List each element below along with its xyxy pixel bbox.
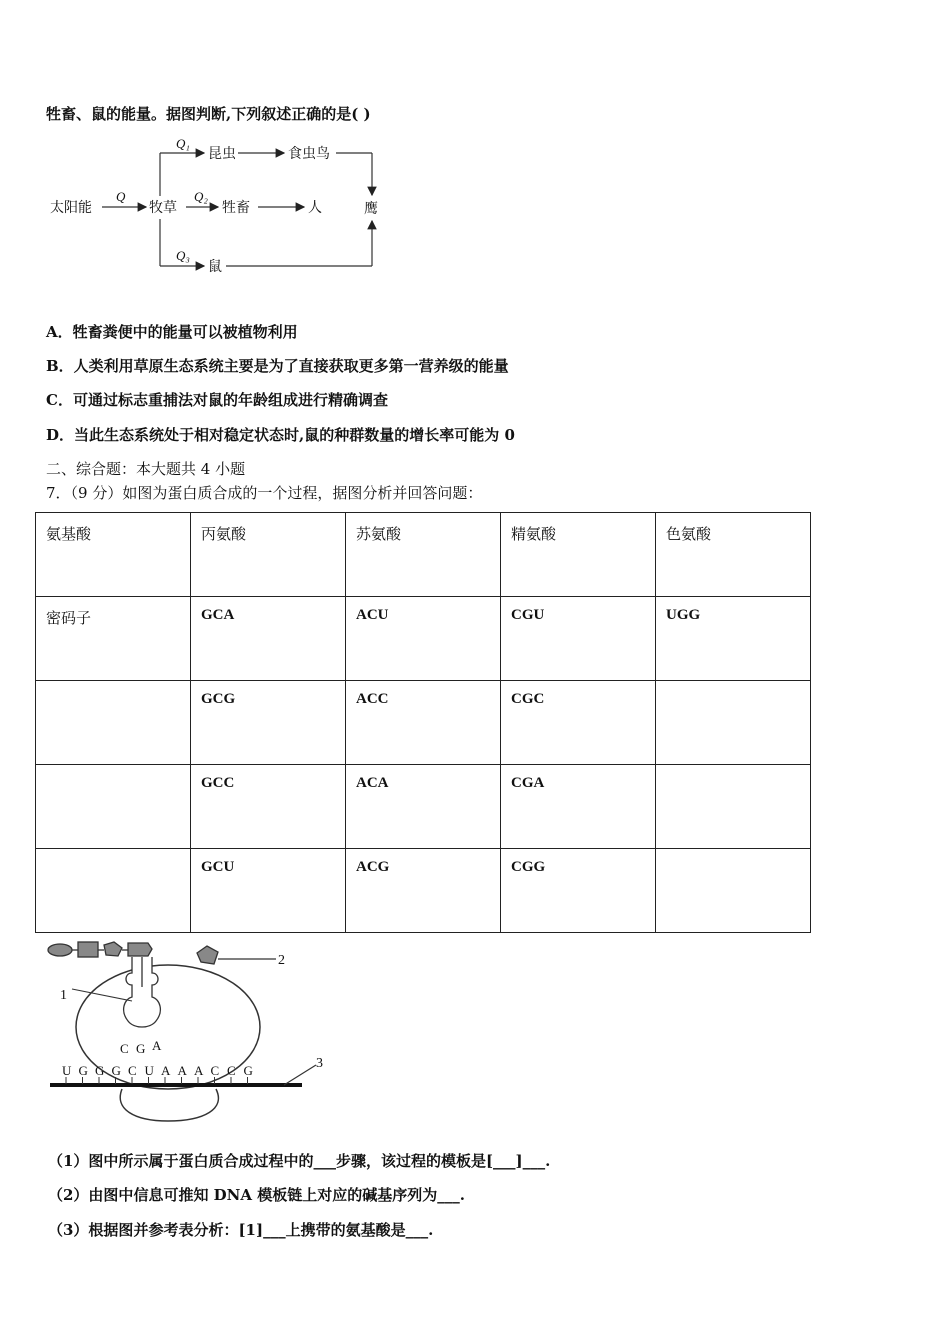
mrna-base: G [95,1063,105,1078]
table-cell: ACG [346,849,501,933]
table-cell: GCU [191,849,346,933]
mrna-base: U [144,1063,154,1078]
table-cell: 丙氨酸 [191,513,346,597]
mrna-base: G [111,1063,121,1078]
sub-question-2: （2）由图中信息可推知 DNA 模板链上对应的碱基序列为___. [48,1186,465,1204]
table-cell: CGA [501,765,656,849]
mrna-base: C [227,1063,236,1078]
amino-acid-shape [104,942,122,956]
table-cell: 色氨酸 [656,513,811,597]
question-intro: 牲畜、鼠的能量。据图判断,下列叙述正确的是( ) [46,105,371,123]
table-row [36,681,811,765]
label-q3: Q₃ [176,248,190,263]
table-cell: ACC [346,681,501,765]
table-cell [36,765,191,849]
ribosome-small-subunit [120,1089,218,1121]
anticodon-base: G [136,1041,146,1056]
table-cell [656,765,811,849]
translation-figure [44,937,334,1127]
table-cell: 苏氨酸 [346,513,501,597]
table-row [36,765,811,849]
anticodon-base: C [120,1041,129,1056]
table-cell: 精氨酸 [501,513,656,597]
anticodon-base: A [152,1038,162,1053]
mrna-base: U [62,1063,72,1078]
mrna-base: C [128,1063,137,1078]
table-cell [36,849,191,933]
table-cell: CGU [501,597,656,681]
question-7-title: 7．（9 分）如图为蛋白质合成的一个过程，据图分析并回答问题： [46,484,483,502]
table-cell: ACA [346,765,501,849]
node-mouse: 鼠 [208,259,222,275]
mrna-base: G [243,1063,253,1078]
free-amino-acid [197,946,218,964]
section-title: 二、综合题：本大题共 4 小题 [46,460,246,478]
table-row [36,513,811,597]
option-a: A．牲畜粪便中的能量可以被植物利用 [46,323,298,341]
sub-question-3: （3）根据图并参考表分析：[1]___上携带的氨基酸是___. [48,1221,434,1239]
mrna-base: A [161,1063,171,1078]
codon-table [35,512,811,933]
mrna-base: C [210,1063,220,1078]
label-2: 2 [278,953,285,968]
table-cell: GCG [191,681,346,765]
label-q1: Q₁ [176,136,190,151]
table-cell: 密码子 [36,597,191,681]
table-cell: UGG [656,597,811,681]
amino-acid-shape [78,942,98,957]
label-3: 3 [316,1056,323,1071]
amino-acid-shape [128,943,152,956]
node-grass: 牧草 [149,200,177,216]
node-insect-bird: 食虫鸟 [288,146,330,162]
table-cell: GCA [191,597,346,681]
node-sun: 太阳能 [50,200,92,216]
option-d: D．当此生态系统处于相对稳定状态时,鼠的种群数量的增长率可能为 0 [46,426,515,444]
table-cell [656,849,811,933]
food-web-diagram [46,135,391,285]
table-cell: ACU [346,597,501,681]
table-cell [36,681,191,765]
node-eagle: 鹰 [364,201,378,217]
node-insect: 昆虫 [208,146,236,162]
table-row [36,849,811,933]
table-cell: CGG [501,849,656,933]
node-livestock: 牲畜 [222,200,250,216]
label-1: 1 [60,988,67,1003]
mrna-base: A [194,1063,204,1078]
table-row [36,597,811,681]
amino-acid-shape [48,944,72,956]
mrna-base: G [78,1063,88,1078]
mrna-base: A [177,1063,187,1078]
table-cell: 氨基酸 [36,513,191,597]
table-cell: CGC [501,681,656,765]
table-cell: GCC [191,765,346,849]
option-b: B．人类利用草原生态系统主要是为了直接获取更多第一营养级的能量 [46,357,509,375]
label-q2: Q₂ [194,189,208,204]
sub-question-1: （1）图中所示属于蛋白质合成过程中的___步骤，该过程的模板是[___]___. [48,1152,551,1170]
node-human: 人 [308,200,322,216]
label-q: Q [116,189,126,204]
option-c: C．可通过标志重捕法对鼠的年龄组成进行精确调查 [46,391,388,409]
table-cell [656,681,811,765]
